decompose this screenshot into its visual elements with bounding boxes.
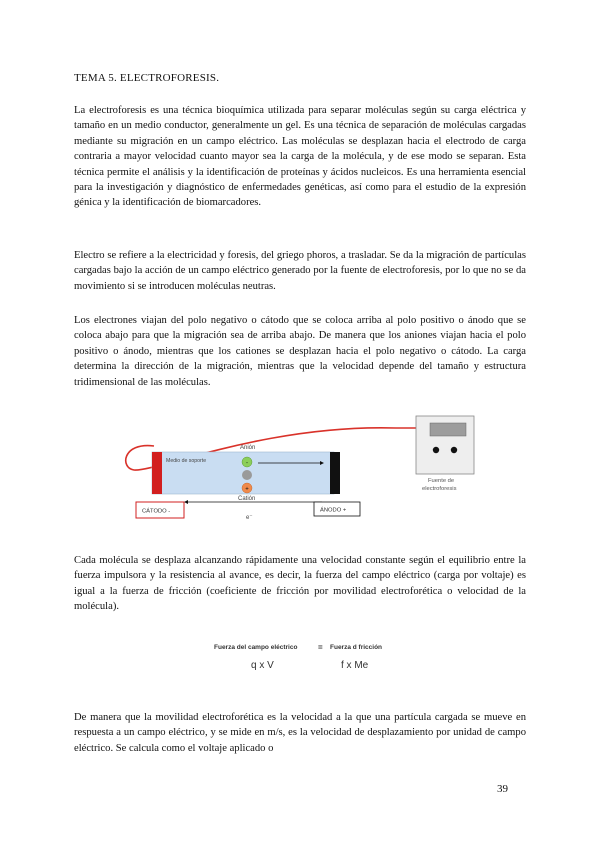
cation-label: Catión [238,496,256,502]
electron-label: e⁻ [246,515,253,521]
neutral-molecule [242,470,252,480]
cation-sign: + [245,486,249,493]
medium-label: Medio de soporte [166,458,207,464]
cathode-label: CÁTODO - [142,508,171,515]
paragraph-velocity: Cada molécula se desplaza alcanzando rápidamente una velocidad constante según el equilibrio entre la fuerza impulsora y la resistencia al avance, es decir, la fuerza del campo eléctrico (carga por voltaje) es igual a la fuerza de fricción (coeficiente de fricción por movilidad electroforética o velocidad de la molécula). [74,555,526,613]
equals-sign: = [318,643,323,652]
force-equation [214,644,414,684]
electric-field-expression: q x V [251,660,274,671]
electric-field-force-label: Fuerza del campo eléctrico [214,644,298,651]
paragraph-etymology: Electro se refiere a la electricidad y foresis, del griego phoros, a trasladar. Se da la migración de partículas cargadas bajo la acción de un campo eléctrico generado por la fuente de electroforesis, por lo que no se da movimiento si se introducen moléculas neutras. [74,250,526,292]
friction-expression: f x Me [341,660,369,671]
anode-electrode [330,452,340,494]
page-number: 39 [497,783,508,795]
power-supply-knob-right [451,447,457,453]
cathode-electrode [152,452,162,494]
anion-sign: - [246,460,248,467]
section-title: TEMA 5. ELECTROFORESIS. [74,72,220,84]
paragraph-migration: Los electrones viajan del polo negativo o cátodo que se coloca arriba al polo positivo o ánodo que se coloca abajo para que la migración sea de arriba abajo. De manera que los aniones viajan hacia el polo positivo o ánodo, mientras que los cationes se desplazan hacia el polo negativo o cátodo. La carga determina la dirección de la migración, mientras que la velocidad depende del tamaño y estructura tridimensional de las moléculas. [74,315,526,388]
diagram-svg [116,412,482,530]
power-supply-label-2: electroforesis [422,486,457,492]
paragraph-mobility: De manera que la movilidad electroforética es la velocidad a la que una partícula cargada se mueve en respuesta a un campo eléctrico, y se mide en m/s, es la velocidad de desplazamiento por unidad de campo eléctrico. Se calcula como el voltaje aplicado o [74,712,526,754]
friction-force-label: Fuerza d fricción [330,644,383,651]
power-supply-label-1: Fuente de [428,478,455,484]
paragraph-intro: La electroforesis es una técnica bioquímica utilizada para separar moléculas según su carga eléctrica y tamaño en un medio conductor, generalmente un gel. Es una técnica de separación de moléculas cargadas mediante su migración en un campo eléctrico. Las moléculas se desplazan hacia el electrodo de carga contraria a mayor velocidad cuanto mayor sea la carga de la molécula, y de ese modo se separan. Esta técnica permite el análisis y la identificación de proteínas y ácidos nucleicos. Es una herramienta esencial para la investigación y diagnóstico de enfermedades genéticas, así como para el estudio de la expresión génica y la identificación de biomarcadores. [74,105,526,209]
power-supply-knob-left [433,447,439,453]
anode-label: ÁNODO + [320,507,347,514]
anion-label: Anión [240,445,256,451]
power-supply-display [430,423,466,436]
electrophoresis-diagram [116,412,482,530]
